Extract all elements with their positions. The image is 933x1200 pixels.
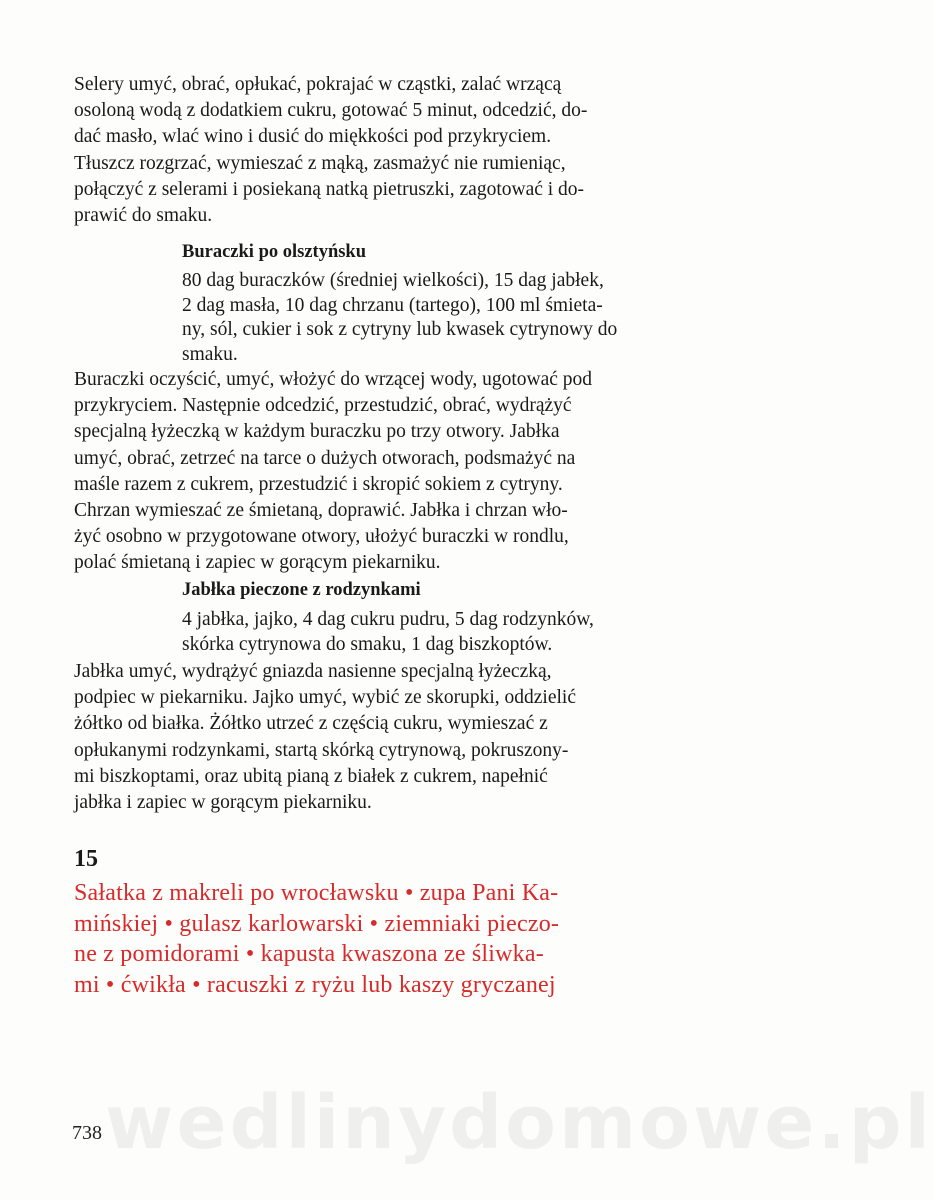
text-line: żyć osobno w przygotowane otwory, ułożyć buraczki w rondlu, [74, 526, 569, 548]
text-line: Tłuszcz rozgrzać, wymieszać z mąką, zasmażyć nie rumieniąc, [74, 152, 566, 174]
menu-line: ne z pomidorami • kapusta kwaszona ze śliwka- [74, 941, 544, 967]
text-line: dać masło, wlać wino i dusić do miękkości pod przykryciem. [74, 126, 552, 148]
text-line: Selery umyć, obrać, opłukać, pokrajać w cząstki, zalać wrzącą [74, 74, 562, 95]
text-line: mi biszkoptami, oraz ubitą pianą z białek z cukrem, napełnić [74, 765, 548, 787]
text-line: umyć, obrać, zetrzeć na tarce o dużych otworach, podsmażyć na [74, 447, 576, 469]
text-line: polać śmietaną i zapiec w gorącym piekarniku. [74, 552, 441, 574]
ingredient-line: skórka cytrynowa do smaku, 1 dag biszkoptów. [182, 633, 553, 655]
text-line: Chrzan wymieszać ze śmietaną, doprawić. Jabłka i chrzan wło- [74, 500, 568, 522]
method-buraczki [74, 367, 750, 577]
ingredient-line: 4 jabłka, jajko, 4 dag cukru pudru, 5 dag rodzynków, [182, 609, 594, 630]
text-line: opłukanymi rodzynkami, startą skórką cytrynową, pokruszony- [74, 739, 569, 761]
text-line: specjalną łyżeczką w każdym buraczku po trzy otwory. Jabłka [74, 421, 560, 443]
ingredients-buraczki [182, 269, 750, 367]
text-line: przykryciem. Następnie odcedzić, przestudzić, obrać, wydrążyć [74, 395, 572, 417]
watermark: wedlinydomowe.pl [105, 1080, 933, 1166]
ingredient-line: 2 dag masła, 10 dag chrzanu (tartego), 100 ml śmieta- [182, 294, 603, 316]
recipe-title-jablka: Jabłka pieczone z rodzynkami [182, 580, 421, 600]
text-line: Buraczki oczyścić, umyć, włożyć do wrzącej wody, ugotować pod [74, 369, 593, 390]
chapter-number: 15 [74, 846, 98, 872]
text-line: jabłka i zapiec w gorącym piekarniku. [74, 792, 372, 814]
method-jablka [74, 659, 750, 816]
ingredient-line: 80 dag buraczków (średniej wielkości), 15 dag jabłek, [182, 270, 604, 291]
text-line: prawić do smaku. [74, 205, 213, 227]
text-line: maśle razem z cukrem, przestudzić i skropić sokiem z cytryny. [74, 473, 563, 495]
recipe-title-buraczki: Buraczki po olsztyńsku [182, 242, 367, 262]
menu-line: mi • ćwikła • racuszki z ryżu lub kaszy gryczanej [74, 971, 556, 998]
text-line: połączyć z selerami i posiekaną natką pietruszki, zagotować i do- [74, 178, 585, 200]
page-number: 738 [72, 1122, 102, 1144]
ingredient-line: ny, sól, cukier i sok z cytryny lub kwasek cytrynowy do [182, 319, 618, 340]
intro-paragraph [74, 72, 750, 229]
chapter-menu [74, 878, 750, 1000]
text-line: podpiec w piekarniku. Jajko umyć, wybić ze skorupki, oddzielić [74, 687, 576, 709]
menu-line: mińskiej • gulasz karlowarski • ziemniaki pieczo- [74, 910, 560, 937]
text-line: osoloną wodą z dodatkiem cukru, gotować 5 minut, odcedzić, do- [74, 100, 588, 122]
ingredient-line: smaku. [182, 343, 238, 365]
text-line: Jabłka umyć, wydrążyć gniazda nasienne specjalną łyżeczką, [74, 661, 552, 682]
ingredients-jablka [182, 608, 750, 657]
text-line: żółtko od białka. Żółtko utrzeć z częścią cukru, wymieszać z [74, 713, 548, 735]
menu-line: Sałatka z makreli po wrocławsku • zupa Pani Ka- [74, 880, 559, 906]
